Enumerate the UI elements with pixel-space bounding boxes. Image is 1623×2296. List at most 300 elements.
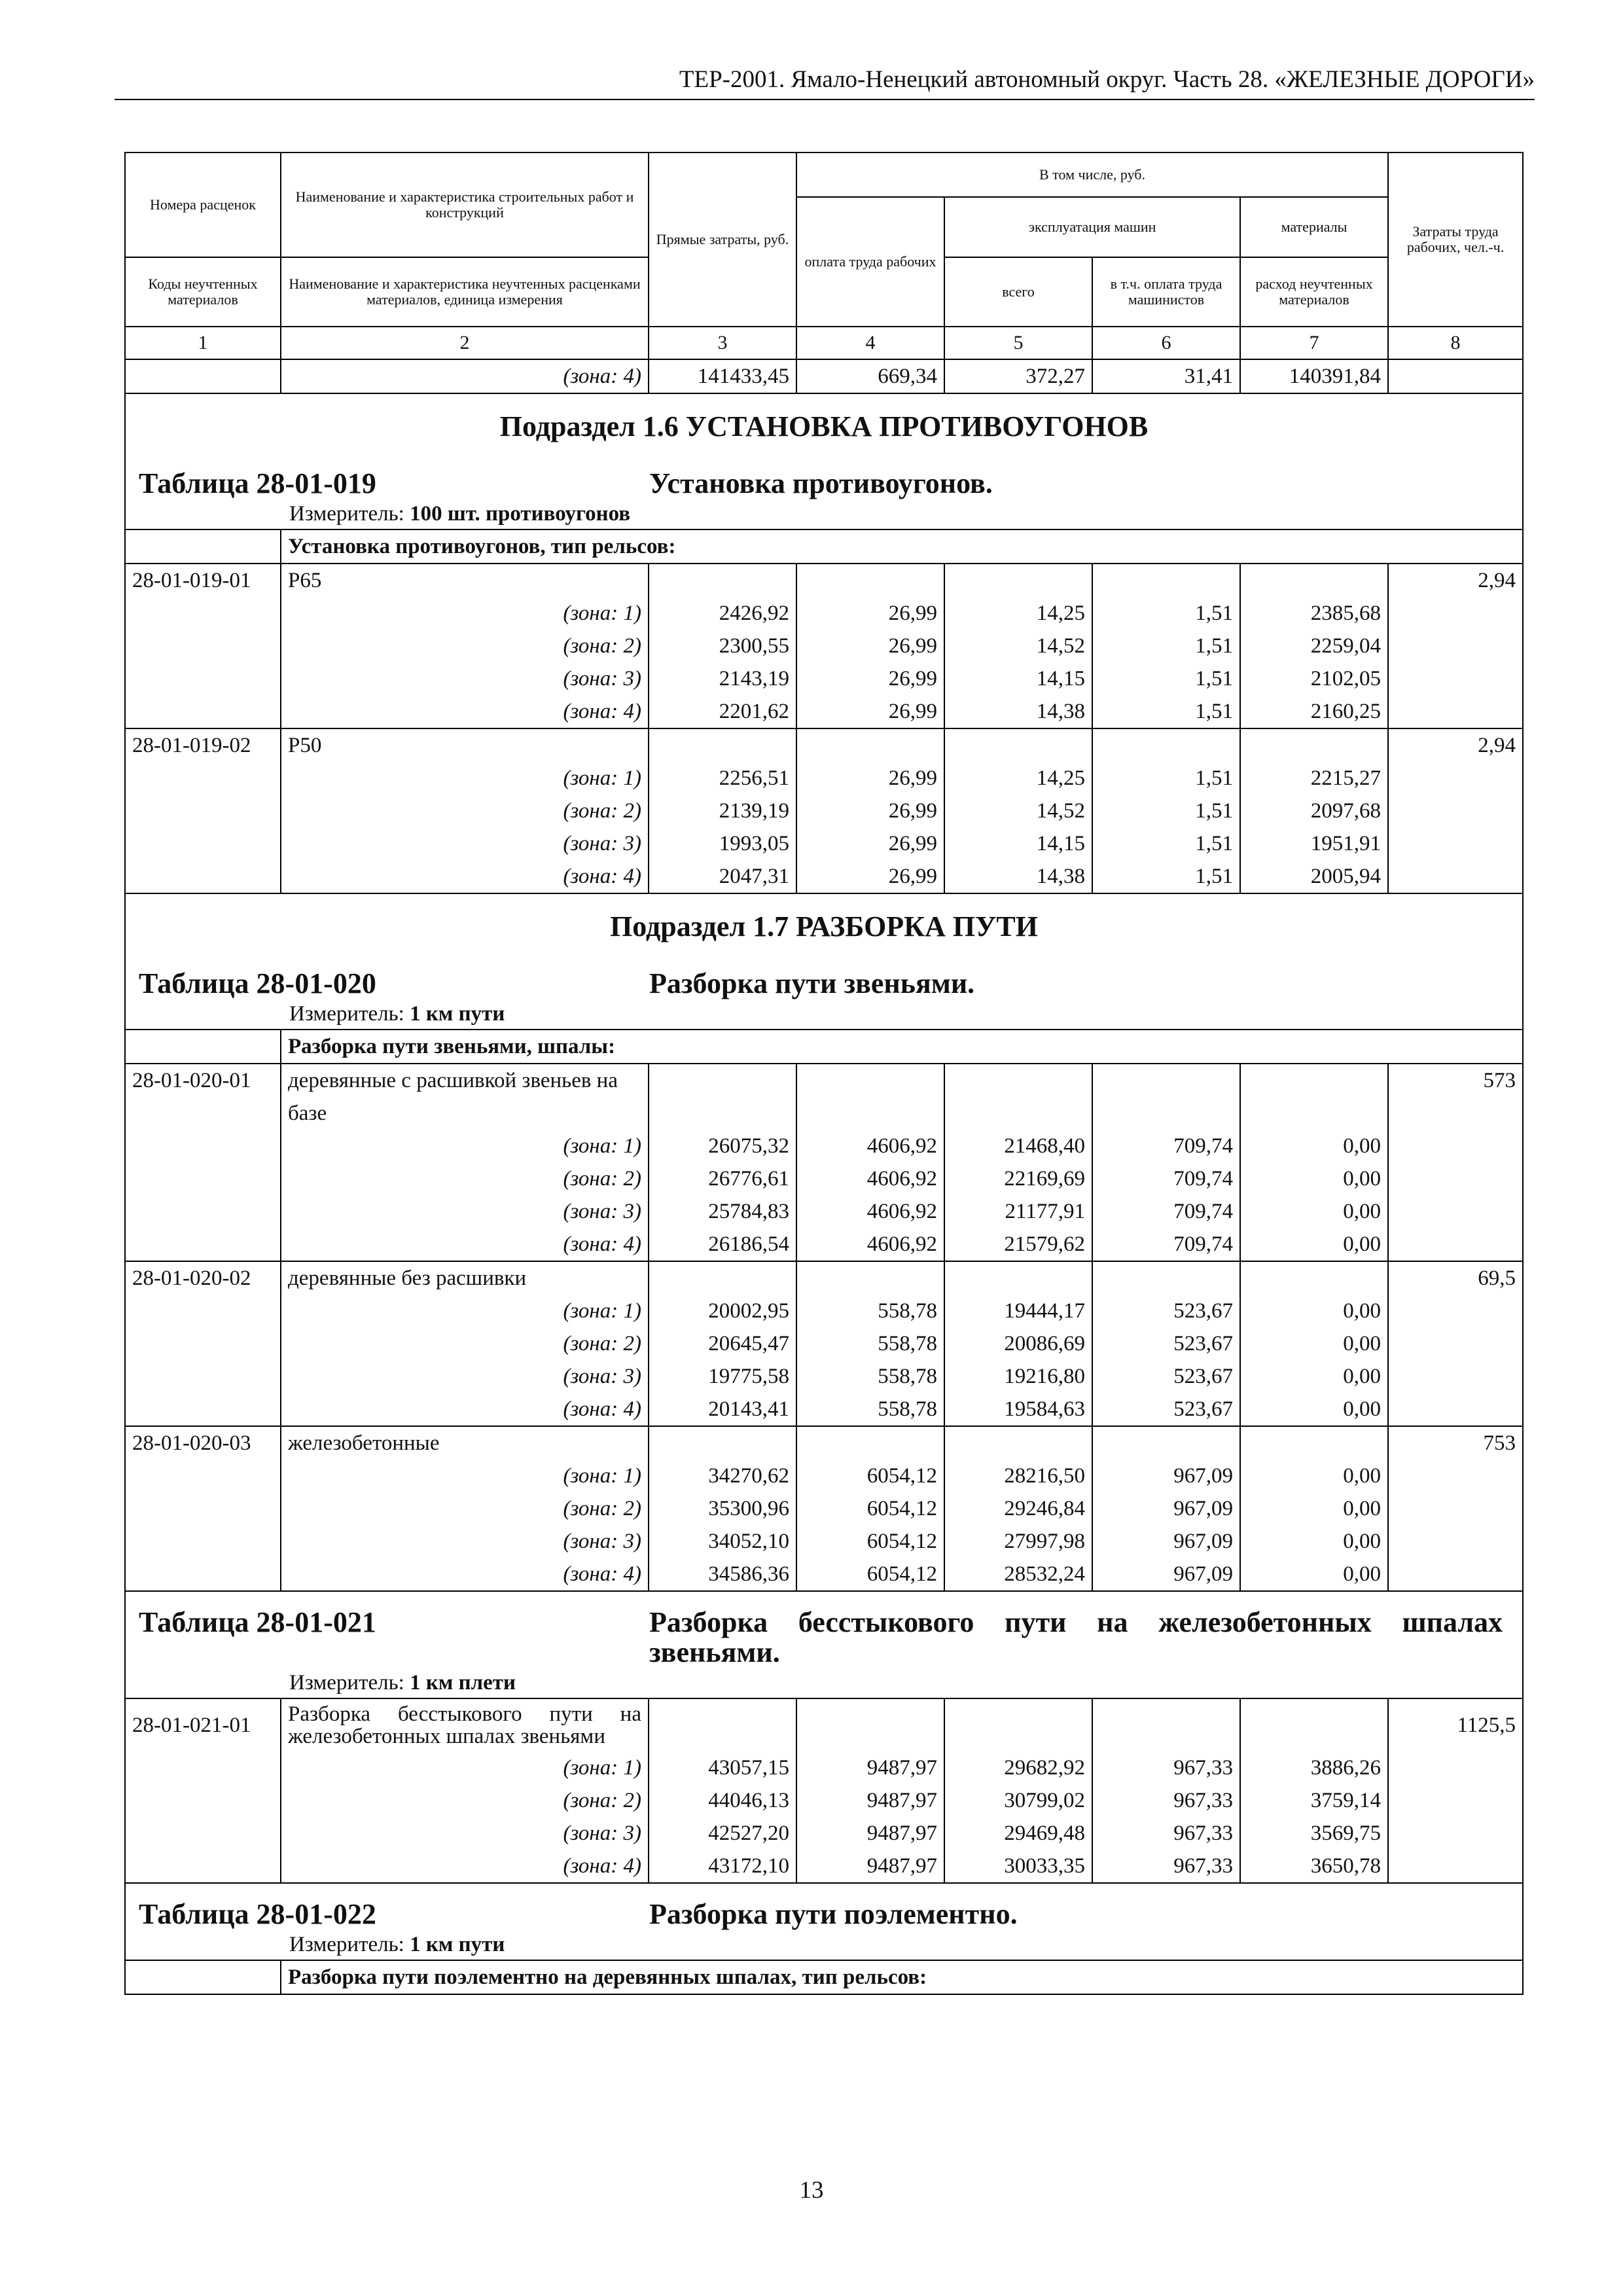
group-label: Установка противоугонов, тип рельсов: (281, 529, 1523, 564)
col-number: 5 (944, 327, 1092, 359)
cell-labor-pay: 4606,92 (796, 1228, 944, 1261)
cell-labor-hours: 753 (1388, 1426, 1523, 1460)
cell-materials: 0,00 (1240, 1130, 1388, 1162)
empty-cell (1388, 1460, 1523, 1492)
cell-machines-total: 14,38 (944, 860, 1092, 893)
empty-cell (1388, 762, 1523, 795)
cell-materials: 0,00 (1240, 1393, 1388, 1426)
cell-operators-pay: 709,74 (1092, 1130, 1240, 1162)
empty-cell (125, 827, 281, 860)
zone-row (125, 695, 1523, 728)
empty-cell (649, 728, 796, 762)
cell-machines-total: 21177,91 (944, 1195, 1092, 1228)
cell-materials: 1951,91 (1240, 827, 1388, 860)
zone-label: (зона: 4) (281, 695, 649, 728)
col-number: 3 (649, 327, 796, 359)
cell-direct-cost: 26776,61 (649, 1162, 796, 1195)
zone-label: (зона: 3) (281, 827, 649, 860)
empty-cell (1388, 1228, 1523, 1261)
cell-operators-pay: 709,74 (1092, 1228, 1240, 1261)
zone-row (125, 1393, 1523, 1426)
empty-cell (1388, 597, 1523, 630)
cell-labor-pay: 4606,92 (796, 1162, 944, 1195)
zone-label: (зона: 3) (281, 1360, 649, 1393)
cell-operators-pay: 523,67 (1092, 1393, 1240, 1426)
empty-cell (1388, 1162, 1523, 1195)
measure-value: 1 км плети (410, 1671, 516, 1695)
cell-materials: 3886,26 (1240, 1751, 1388, 1784)
empty-cell (1240, 1698, 1388, 1751)
table-number: Таблица 28-01-020 (139, 967, 376, 999)
cell-materials: 0,00 (1240, 1295, 1388, 1327)
incl-header: В том числе, руб. (796, 152, 1388, 197)
measure-value: 1 км пути (410, 1002, 505, 1026)
zone-label: (зона: 1) (281, 1130, 649, 1162)
cell-machines-total: 14,15 (944, 662, 1092, 695)
empty-cell (125, 662, 281, 695)
cell-machines-total: 19444,17 (944, 1295, 1092, 1327)
cell-direct-cost: 34270,62 (649, 1460, 796, 1492)
empty-cell (125, 1130, 281, 1162)
zone-label: (зона: 4) (281, 1228, 649, 1261)
measure-row (125, 499, 1523, 529)
cell-operators-pay: 1,51 (1092, 695, 1240, 728)
empty-cell (1388, 1295, 1523, 1327)
cell-operators-pay: 1,51 (1092, 827, 1240, 860)
zone-row (125, 1558, 1523, 1591)
cell-operators-pay: 1,51 (1092, 597, 1240, 630)
cell-labor-pay: 669,34 (796, 359, 944, 393)
price-table-wrapper (124, 152, 1522, 1995)
cell-labor-pay: 4606,92 (796, 1130, 944, 1162)
table-row (125, 1261, 1523, 1295)
cell-labor-pay: 6054,12 (796, 1460, 944, 1492)
empty-cell (649, 1064, 796, 1130)
measure-row (125, 999, 1523, 1030)
zone-row (125, 762, 1523, 795)
cell-direct-cost: 20645,47 (649, 1327, 796, 1360)
cell-machines-total: 14,52 (944, 795, 1092, 827)
col1-top-header: Номера расценок (125, 152, 281, 257)
group-label: Разборка пути звеньями, шпалы: (281, 1030, 1523, 1064)
zone-label: (зона: 1) (281, 597, 649, 630)
empty-cell (944, 728, 1092, 762)
cell-materials: 0,00 (1240, 1492, 1388, 1525)
zone-row (125, 630, 1523, 662)
col2-bottom-header: Наименование и характеристика неучтенных расценками материалов, единица измерения (281, 257, 649, 327)
table-name: Разборка бесстыкового пути на железобетонных шпалах звеньями. (649, 1606, 1503, 1668)
table-name: Разборка пути звеньями. (649, 967, 975, 999)
cell-direct-cost: 2143,19 (649, 662, 796, 695)
empty-cell (1388, 1327, 1523, 1360)
table-title-row (125, 1591, 1523, 1668)
empty-cell (1388, 795, 1523, 827)
cell-labor-hours: 2,94 (1388, 728, 1523, 762)
cell-materials: 0,00 (1240, 1195, 1388, 1228)
cell-operators-pay: 967,33 (1092, 1817, 1240, 1850)
empty-cell (1388, 827, 1523, 860)
rate-code: 28-01-019-01 (125, 564, 281, 597)
cell-operators-pay: 523,67 (1092, 1327, 1240, 1360)
zone-row (125, 662, 1523, 695)
cell-materials: 0,00 (1240, 1460, 1388, 1492)
cell-operators-pay: 523,67 (1092, 1360, 1240, 1393)
zone-label: (зона: 1) (281, 1295, 649, 1327)
cell-labor-pay: 26,99 (796, 762, 944, 795)
cell-labor-pay: 9487,97 (796, 1784, 944, 1817)
empty-cell (125, 1850, 281, 1883)
zone-row (125, 1195, 1523, 1228)
col7-header: расход неучтенных материалов (1240, 257, 1388, 327)
rate-code: 28-01-019-02 (125, 728, 281, 762)
col-number: 8 (1388, 327, 1523, 359)
rate-code: 28-01-020-02 (125, 1261, 281, 1295)
cell-operators-pay: 31,41 (1092, 359, 1240, 393)
cell-machines-total: 22169,69 (944, 1162, 1092, 1195)
cell-materials: 140391,84 (1240, 359, 1388, 393)
cell-materials: 2102,05 (1240, 662, 1388, 695)
col-number: 6 (1092, 327, 1240, 359)
cell-direct-cost: 20143,41 (649, 1393, 796, 1426)
cell-operators-pay: 1,51 (1092, 662, 1240, 695)
empty-cell (1092, 1426, 1240, 1460)
measure-label: Измеритель: (289, 1002, 404, 1026)
empty-cell (796, 1426, 944, 1460)
empty-cell (125, 860, 281, 893)
cell-labor-pay: 6054,12 (796, 1525, 944, 1558)
running-header: ТЕР-2001. Ямало-Ненецкий автономный округ. Часть 28. «ЖЕЛЕЗНЫЕ ДОРОГИ» (115, 65, 1535, 100)
zone-row (125, 1817, 1523, 1850)
empty-cell (1092, 564, 1240, 597)
cell-labor-pay: 26,99 (796, 795, 944, 827)
cell-labor-pay: 4606,92 (796, 1195, 944, 1228)
empty-cell (649, 1261, 796, 1295)
zone-row (125, 1525, 1523, 1558)
cell-labor-pay: 6054,12 (796, 1492, 944, 1525)
cell-machines-total: 19584,63 (944, 1393, 1092, 1426)
cell-labor-pay: 26,99 (796, 860, 944, 893)
empty-cell (125, 1817, 281, 1850)
zone-row (125, 1295, 1523, 1327)
col6-header: в т.ч. оплата труда машинистов (1092, 257, 1240, 327)
cell-materials: 0,00 (1240, 1360, 1388, 1393)
cell-direct-cost: 2256,51 (649, 762, 796, 795)
table-row (125, 728, 1523, 762)
cell-direct-cost: 34586,36 (649, 1558, 796, 1591)
empty-cell (1388, 1850, 1523, 1883)
cell-materials: 0,00 (1240, 1327, 1388, 1360)
cell-operators-pay: 967,09 (1092, 1558, 1240, 1591)
zone-label: (зона: 2) (281, 1784, 649, 1817)
cell-materials: 2215,27 (1240, 762, 1388, 795)
empty-cell (1092, 1698, 1240, 1751)
empty-cell (125, 1492, 281, 1525)
empty-cell (1388, 1492, 1523, 1525)
zone-label: (зона: 3) (281, 1195, 649, 1228)
measure-row (125, 1929, 1523, 1960)
zone-row (125, 1130, 1523, 1162)
rate-name: деревянные без расшивки (281, 1261, 649, 1295)
empty-cell (125, 630, 281, 662)
cell-direct-cost: 25784,83 (649, 1195, 796, 1228)
rate-name: деревянные с расшивкой звеньев на базе (281, 1064, 649, 1130)
cell-operators-pay: 967,09 (1092, 1460, 1240, 1492)
cell-materials: 3759,14 (1240, 1784, 1388, 1817)
cell-materials: 2259,04 (1240, 630, 1388, 662)
cell-materials: 2160,25 (1240, 695, 1388, 728)
cell-machines-total: 27997,98 (944, 1525, 1092, 1558)
col3-header: Прямые затраты, руб. (649, 152, 796, 327)
empty-cell (125, 1751, 281, 1784)
cell-direct-cost: 2300,55 (649, 630, 796, 662)
zone-row (125, 1327, 1523, 1360)
empty-cell (125, 1295, 281, 1327)
empty-cell (796, 1064, 944, 1130)
cell-direct-cost: 2426,92 (649, 597, 796, 630)
empty-cell (1388, 1784, 1523, 1817)
zone-label: (зона: 4) (281, 860, 649, 893)
zone-row (125, 1850, 1523, 1883)
cell-direct-cost: 43057,15 (649, 1751, 796, 1784)
empty-cell (125, 762, 281, 795)
zone-label: (зона: 4) (281, 359, 649, 393)
zone-label: (зона: 4) (281, 1558, 649, 1591)
cell-operators-pay: 1,51 (1092, 630, 1240, 662)
subsection-heading: Подраздел 1.6 УСТАНОВКА ПРОТИВОУГОНОВ (125, 393, 1523, 456)
cell-machines-total: 29682,92 (944, 1751, 1092, 1784)
empty-cell (944, 1698, 1092, 1751)
cell-direct-cost: 20002,95 (649, 1295, 796, 1327)
cell-direct-cost: 2139,19 (649, 795, 796, 827)
empty-cell (944, 1261, 1092, 1295)
cell-direct-cost: 141433,45 (649, 359, 796, 393)
cell-machines-total: 29246,84 (944, 1492, 1092, 1525)
zone-row (125, 1460, 1523, 1492)
empty-cell (1240, 1261, 1388, 1295)
cell-materials: 0,00 (1240, 1558, 1388, 1591)
cell-labor-pay: 9487,97 (796, 1751, 944, 1784)
measure-label: Измеритель: (289, 1933, 404, 1956)
cell-machines-total: 21579,62 (944, 1228, 1092, 1261)
cell-operators-pay: 1,51 (1092, 860, 1240, 893)
zone-label: (зона: 3) (281, 1817, 649, 1850)
rate-code: 28-01-020-03 (125, 1426, 281, 1460)
cell-operators-pay: 967,09 (1092, 1492, 1240, 1525)
measure-value: 100 шт. противоугонов (410, 502, 631, 526)
cell-machines-total: 28216,50 (944, 1460, 1092, 1492)
empty-cell (125, 1784, 281, 1817)
table-name: Установка противоугонов. (649, 467, 993, 499)
empty-cell (1388, 1751, 1523, 1784)
table-row (125, 564, 1523, 597)
cell-labor-pay: 26,99 (796, 827, 944, 860)
empty-cell (1240, 1426, 1388, 1460)
cell-labor-hours: 2,94 (1388, 564, 1523, 597)
zone-row (125, 1360, 1523, 1393)
cell-labor-pay: 558,78 (796, 1327, 944, 1360)
empty-cell (1388, 860, 1523, 893)
col-number: 2 (281, 327, 649, 359)
empty-cell (649, 1698, 796, 1751)
col5-header: всего (944, 257, 1092, 327)
cell-machines-total: 30799,02 (944, 1784, 1092, 1817)
zone-row (125, 1228, 1523, 1261)
cell-machines-total: 29469,48 (944, 1817, 1092, 1850)
rate-name: Р65 (281, 564, 649, 597)
cell-direct-cost: 1993,05 (649, 827, 796, 860)
cell-labor-pay: 558,78 (796, 1360, 944, 1393)
zone-label: (зона: 1) (281, 762, 649, 795)
cell-materials: 2005,94 (1240, 860, 1388, 893)
zone-label: (зона: 3) (281, 662, 649, 695)
cell-operators-pay: 523,67 (1092, 1295, 1240, 1327)
table-number: Таблица 28-01-019 (139, 467, 376, 499)
zone-row (125, 597, 1523, 630)
zone-label: (зона: 2) (281, 630, 649, 662)
cell-machines-total: 20086,69 (944, 1327, 1092, 1360)
cell-machines-total: 28532,24 (944, 1558, 1092, 1591)
cell-direct-cost: 42527,20 (649, 1817, 796, 1850)
cell-labor-pay: 26,99 (796, 597, 944, 630)
materials-header: материалы (1240, 197, 1388, 257)
cell-direct-cost: 26186,54 (649, 1228, 796, 1261)
empty-cell (125, 1558, 281, 1591)
cell-materials: 2097,68 (1240, 795, 1388, 827)
empty-cell (796, 728, 944, 762)
empty-cell (796, 564, 944, 597)
cell-materials: 3569,75 (1240, 1817, 1388, 1850)
empty-cell (125, 695, 281, 728)
empty-cell (1388, 1393, 1523, 1426)
cell-labor-hours: 1125,5 (1388, 1698, 1523, 1751)
table-row (125, 1698, 1523, 1751)
machines-header: эксплуатация машин (944, 197, 1240, 257)
cell-labor-pay: 9487,97 (796, 1817, 944, 1850)
zone-row (125, 1162, 1523, 1195)
cell-materials: 0,00 (1240, 1228, 1388, 1261)
cell-operators-pay: 709,74 (1092, 1195, 1240, 1228)
measure-label: Измеритель: (289, 1671, 404, 1695)
cell-materials: 0,00 (1240, 1525, 1388, 1558)
cell-machines-total: 19216,80 (944, 1360, 1092, 1393)
col8-header: Затраты труда рабочих, чел.-ч. (1388, 152, 1523, 327)
cell-operators-pay: 1,51 (1092, 762, 1240, 795)
cell-materials: 3650,78 (1240, 1850, 1388, 1883)
zone-label: (зона: 4) (281, 1850, 649, 1883)
empty-cell (1388, 1130, 1523, 1162)
empty-cell (944, 1426, 1092, 1460)
cell-materials: 2385,68 (1240, 597, 1388, 630)
table-head (125, 152, 1523, 359)
group-row (125, 1030, 1523, 1064)
cell-labor-hours: 69,5 (1388, 1261, 1523, 1295)
cell-labor-pay: 26,99 (796, 662, 944, 695)
group-row (125, 1960, 1523, 1994)
table-020-body (125, 1064, 1523, 1591)
cell-labor-pay: 558,78 (796, 1295, 944, 1327)
zone-row (125, 795, 1523, 827)
cell-direct-cost: 2047,31 (649, 860, 796, 893)
empty-cell (1240, 564, 1388, 597)
cell-operators-pay: 967,33 (1092, 1751, 1240, 1784)
empty-cell (1388, 630, 1523, 662)
empty-cell (649, 564, 796, 597)
empty-cell (1092, 1261, 1240, 1295)
zone-row (125, 1784, 1523, 1817)
column-numbers-row (125, 327, 1523, 359)
cell-labor-pay: 9487,97 (796, 1850, 944, 1883)
group-row (125, 529, 1523, 564)
cell-labor-pay: 558,78 (796, 1393, 944, 1426)
empty-cell (125, 1393, 281, 1426)
empty-cell (125, 1228, 281, 1261)
zone-row (125, 827, 1523, 860)
col4-header: оплата труда рабочих (796, 197, 944, 327)
col1-bottom-header: Коды неучтенных материалов (125, 257, 281, 327)
empty-cell (944, 564, 1092, 597)
cell-machines-total: 372,27 (944, 359, 1092, 393)
cell-materials: 0,00 (1240, 1162, 1388, 1195)
empty-cell (1388, 1195, 1523, 1228)
cell-labor-pay: 26,99 (796, 695, 944, 728)
empty-cell (125, 1460, 281, 1492)
price-table (124, 152, 1524, 1995)
measure-label: Измеритель: (289, 502, 404, 526)
table-number: Таблица 28-01-021 (139, 1606, 376, 1638)
rate-code: 28-01-020-01 (125, 1064, 281, 1130)
measure-row (125, 1668, 1523, 1698)
cell-operators-pay: 967,33 (1092, 1850, 1240, 1883)
cell-direct-cost: 44046,13 (649, 1784, 796, 1817)
empty-cell (1388, 1360, 1523, 1393)
page-number: 13 (799, 2177, 824, 2204)
table-021-body (125, 1698, 1523, 1883)
table-name: Разборка пути поэлементно. (649, 1898, 1018, 1930)
table-019-body (125, 564, 1523, 893)
cell-machines-total: 21468,40 (944, 1130, 1092, 1162)
cell-machines-total: 30033,35 (944, 1850, 1092, 1883)
cell-machines-total: 14,52 (944, 630, 1092, 662)
empty-cell (649, 1426, 796, 1460)
cell-operators-pay: 967,33 (1092, 1784, 1240, 1817)
cell-machines-total: 14,25 (944, 762, 1092, 795)
zone-row (125, 1751, 1523, 1784)
cell-operators-pay: 709,74 (1092, 1162, 1240, 1195)
zone-label: (зона: 2) (281, 1492, 649, 1525)
cell-labor-pay: 26,99 (796, 630, 944, 662)
zone-label: (зона: 1) (281, 1460, 649, 1492)
cell-direct-cost: 34052,10 (649, 1525, 796, 1558)
zone-row (125, 860, 1523, 893)
col-number: 1 (125, 327, 281, 359)
cell-direct-cost: 43172,10 (649, 1850, 796, 1883)
cell-direct-cost: 19775,58 (649, 1360, 796, 1393)
empty-cell (944, 1064, 1092, 1130)
empty-cell (796, 1261, 944, 1295)
cell-labor-hours: 573 (1388, 1064, 1523, 1130)
measure-value: 1 км пути (410, 1933, 505, 1956)
cell-operators-pay: 967,09 (1092, 1525, 1240, 1558)
empty-cell (796, 1698, 944, 1751)
empty-cell (125, 1195, 281, 1228)
empty-cell (1388, 662, 1523, 695)
zone-label: (зона: 2) (281, 1162, 649, 1195)
table-number: Таблица 28-01-022 (139, 1898, 376, 1930)
zone-label: (зона: 2) (281, 1327, 649, 1360)
empty-cell (125, 1360, 281, 1393)
rate-name: железобетонные (281, 1426, 649, 1460)
col-number: 7 (1240, 327, 1388, 359)
